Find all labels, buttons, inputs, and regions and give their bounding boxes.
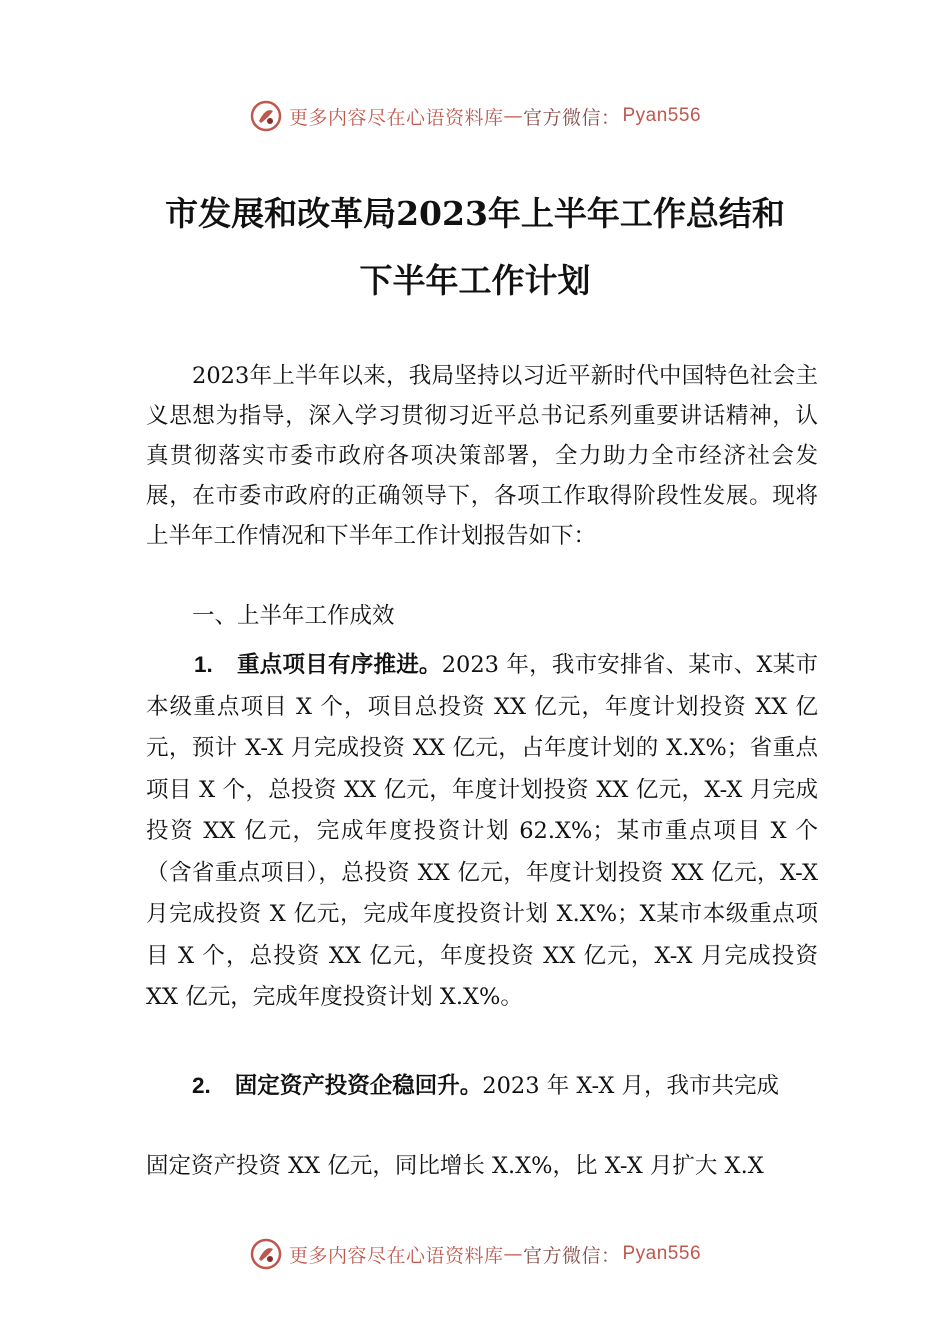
brand-logo-icon [249, 99, 283, 133]
document-title-line1: 市发展和改革局2023年上半年工作总结和 [165, 194, 785, 233]
wechat-label: 官方微信： [522, 106, 621, 129]
wechat-label: 官方微信： [522, 1244, 621, 1267]
item1-text: 2023 年，我市安排省、某市、X某市本级重点项目 X 个，项目总投资 XX 亿元，年度计划投资 XX 亿元，预计 X-X 月完成投资 XX 亿元，占年度计划的 X.X%；省重点项目 X 个，总投资 XX 亿元，年度计划投资 XX 亿元，X-X 月完成投资 XX 亿元，完成年度投资计划 62.X%；某市重点项目 X 个（含省重点项目），总投资 XX 亿元，年度计划投资 XX 亿元，X-X 月完成投资 X 亿元，完成年度投资计划 X.X%；X某市本级重点项目 X 个，总投资 XX 亿元，年度投资 XX 亿元，X-X 月完成投资 XX 亿元，完成年度投资计划 X.X%。 [146, 652, 818, 1010]
item2-paragraph [192, 1066, 820, 1106]
brand-name: 更多内容尽在心语资料库 [288, 106, 504, 129]
brand-dash: — [503, 105, 523, 127]
item2-lead: 固定资产投资企稳回升。 [234, 1073, 483, 1098]
brand-logo-icon [249, 1237, 283, 1271]
wechat-handle: Pyan556 [622, 105, 702, 126]
item2-continuation: 固定资产投资 XX 亿元，同比增长 X.X%，比 X-X 月扩大 X.X [146, 1153, 764, 1179]
item2-text: 2023 年 X-X 月，我市共完成 [482, 1073, 780, 1099]
item1-lead: 重点项目有序推进。 [236, 652, 442, 677]
header-watermark [0, 96, 950, 136]
intro-paragraph: 2023年上半年以来，我局坚持以习近平新时代中国特色社会主义思想为指导，深入学习贯彻习近平总书记系列重要讲话精神，认真贯彻落实市委市政府各项决策部署，全力助力全市经济社会发展，在市委市政府的正确领导下，各项工作取得阶段性发展。现将上半年工作情况和下半年工作计划报告如下： [146, 363, 818, 549]
item1-number: 1. [194, 652, 213, 677]
brand-name: 更多内容尽在心语资料库 [288, 1244, 504, 1267]
item2-number: 2. [192, 1073, 211, 1098]
wechat-handle: Pyan556 [622, 1243, 702, 1264]
section-heading: 一、上半年工作成效 [192, 603, 395, 629]
brand-dash: — [503, 1243, 523, 1265]
footer-watermark [0, 1234, 950, 1274]
item1-paragraph [146, 644, 818, 1019]
document-title-line2: 下半年工作计划 [359, 261, 591, 300]
